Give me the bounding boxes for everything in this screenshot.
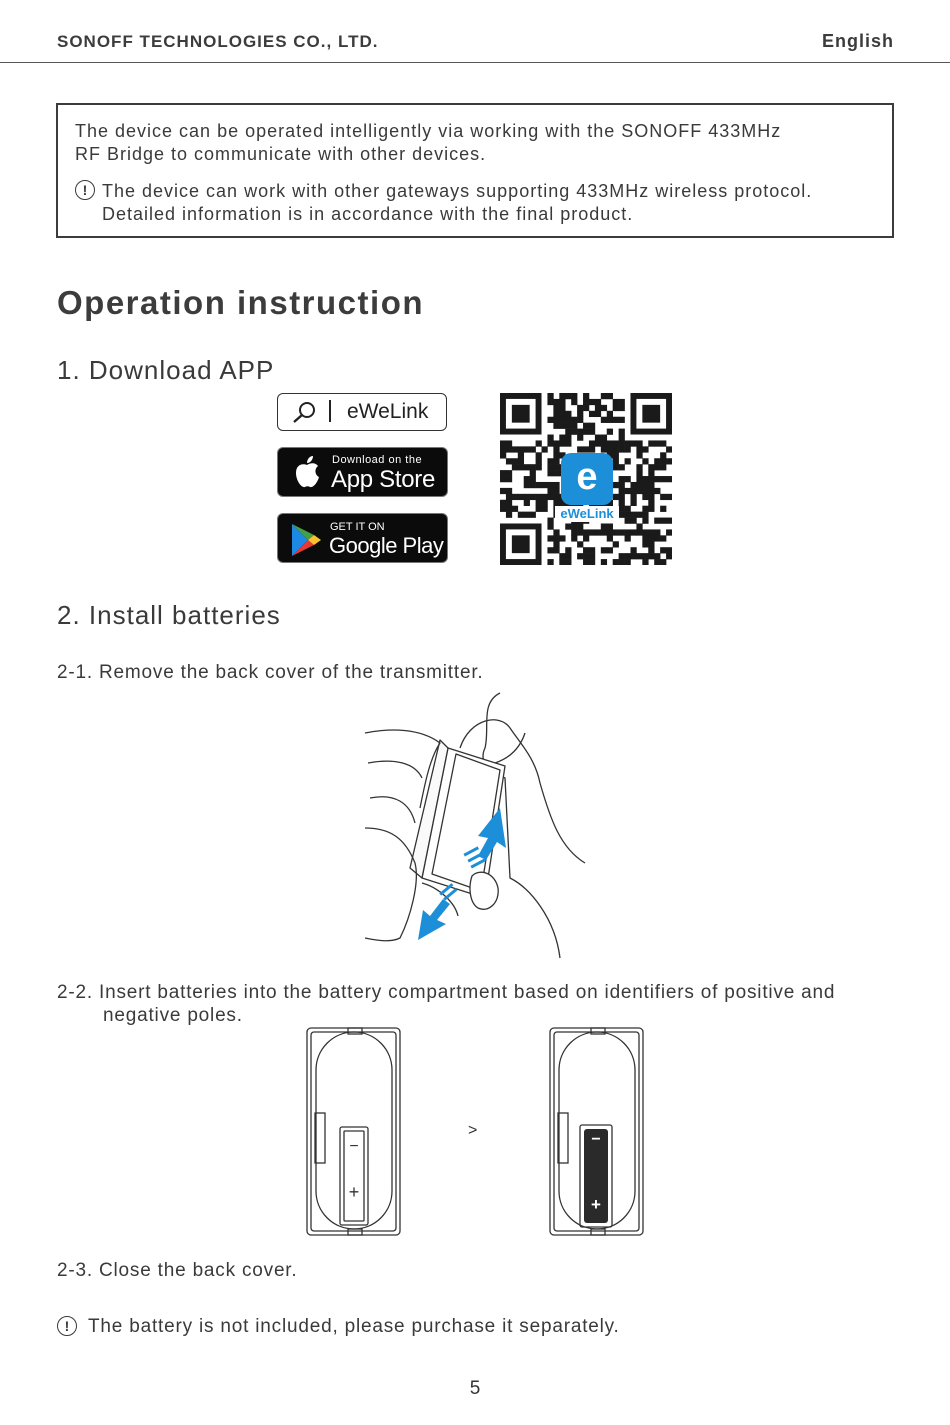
header-divider <box>0 62 950 63</box>
app-search-box[interactable] <box>277 393 447 431</box>
battery-minus-label: − <box>591 1131 601 1148</box>
step-2-3: 2-3. Close the back cover. <box>57 1260 298 1281</box>
qr-code <box>500 393 672 565</box>
ewelink-logo: e <box>561 453 613 505</box>
language-label: English <box>821 31 894 51</box>
search-icon <box>290 401 318 423</box>
notice-box <box>56 103 894 238</box>
minus-pole-label: − <box>349 1138 359 1155</box>
battery-compartment-filled <box>549 1027 645 1237</box>
battery-plus-label: + <box>591 1195 601 1214</box>
app-store-big-text: App Store <box>331 466 436 493</box>
plus-pole-label: + <box>348 1182 360 1202</box>
app-store-small-text: Download on the <box>332 454 423 466</box>
arrow-indicator: > <box>468 1122 478 1139</box>
section-download-heading: 1. Download APP <box>57 355 275 385</box>
company-name: SONOFF TECHNOLOGIES CO., LTD. <box>57 32 379 51</box>
warning-line-1: The device can work with other gateways supporting 433MHz wireless protocol. <box>102 181 813 201</box>
battery-warning-icon: ! <box>57 1316 77 1336</box>
app-store-button[interactable] <box>277 447 448 497</box>
section-batteries-heading: 2. Install batteries <box>57 600 281 630</box>
battery-compartment-empty <box>306 1027 402 1237</box>
battery-note: The battery is not included, please purchase it separately. <box>88 1316 620 1337</box>
step-2-1: 2-1. Remove the back cover of the transmitter. <box>57 662 484 683</box>
notice-line-2: RF Bridge to communicate with other devices. <box>75 144 487 164</box>
page-title: Operation instruction <box>57 284 425 321</box>
google-play-small-text: GET IT ON <box>330 521 385 533</box>
google-play-big-text: Google Play <box>329 533 444 558</box>
search-text: eWeLink <box>347 400 429 423</box>
google-play-icon <box>290 523 322 557</box>
step-2-2-line-2: negative poles. <box>103 1005 243 1026</box>
search-divider <box>329 400 331 422</box>
page-number: 5 <box>469 1378 481 1399</box>
apple-icon <box>292 455 322 489</box>
ewelink-logo-text: eWeLink <box>555 506 619 522</box>
notice-line-1: The device can be operated intelligently via working with the SONOFF 433MHz <box>75 121 782 141</box>
warning-line-2: Detailed information is in accordance with the final product. <box>102 204 634 224</box>
step-2-2-line-1: 2-2. Insert batteries into the battery compartment based on identifiers of positive and <box>57 982 836 1003</box>
warning-icon: ! <box>75 180 95 200</box>
google-play-button[interactable] <box>277 513 448 563</box>
remove-cover-illustration <box>360 688 590 960</box>
